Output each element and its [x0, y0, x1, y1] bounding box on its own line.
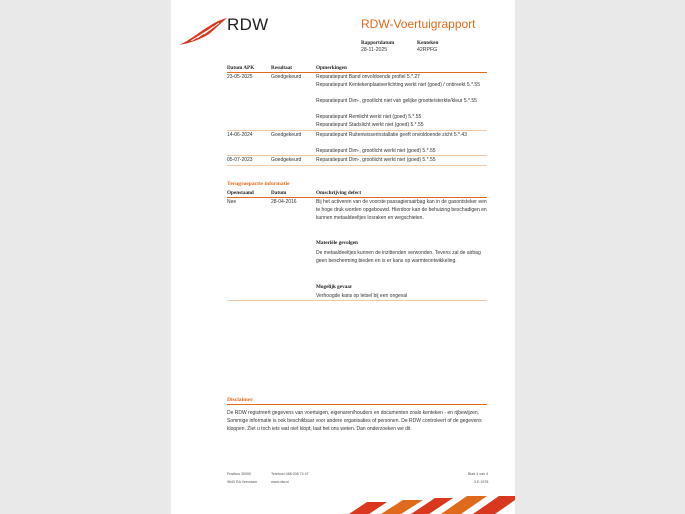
footer-code: 3.E.1978 [474, 480, 489, 484]
rapportdatum-value: 28-11-2025 [361, 47, 388, 53]
apk-row-1-note-2: Reparatiepunt Kentekenplaatverlichting werkt niet (goed) / onbreekt 5.*.55 [316, 82, 480, 88]
apk-row-2-date: 14-06-2024 [227, 132, 253, 138]
apk-row-1-note-5: Reparatiepunt Stadslicht werkt niet (goed) 5.*.55 [316, 122, 424, 128]
apk-row-1-note-4: Reparatiepunt Remlicht werkt niet (goed) 5.*.55 [316, 114, 422, 120]
rapportdatum-label: Rapportdatum [361, 40, 395, 46]
apk-col-result: Resultaat [271, 65, 293, 71]
apk-row-divider [227, 165, 487, 166]
report-page [171, 0, 515, 514]
recall-openstaand: Nee [227, 199, 237, 205]
apk-col-date: Datum APK [227, 65, 255, 71]
recall-defect: Bij het activeren van de voorste passagiersairbag kan in de gasontsteker een te hoge druk worden opgebouwd. Hierdoor kan de behuizing beschadigen en kunnen metaaldeeltjes losraken en wegschieten. [316, 199, 487, 221]
recall-col-defect: Omschrijving defect [316, 190, 362, 196]
recall-col-open: Openstaand [227, 190, 254, 196]
apk-row-2-note-2: Reparatiepunt Dim-, grootlicht werkt niet (goed) 5.*.55 [316, 148, 436, 154]
apk-row-2-result: Goedgekeurd [271, 132, 302, 138]
recall-gevaar-title: Mogelijk gevaar [316, 284, 353, 290]
kenteken-value: 42RPFG [417, 47, 438, 53]
recall-gevolgen-title: Materiële gevolgen [316, 240, 358, 246]
footer-postbus: Postbus 30000 [227, 472, 251, 476]
apk-row-1-date: 23-05-2025 [227, 74, 253, 80]
kenteken-label: Kenteken [417, 40, 439, 46]
apk-row-3-note-1: Reparatiepunt Dim-, grootlicht werkt niet (goed) 5.*.55 [316, 157, 436, 163]
recall-row-divider [227, 300, 487, 301]
logo-text: RDW [227, 15, 269, 34]
recall-gevaar: Verhoogde kans op letsel bij een ongeval [316, 293, 408, 299]
recall-date: 28-04-2016 [271, 199, 297, 205]
footer-page: Blad 4 van 4 [468, 472, 488, 476]
recall-gevolgen: De metaaldeeltjes kunnen de inzittenden verwonden. Tevens zal de airbag geen bescherming bieden en is er kans op warmteontwikkeling. [316, 250, 481, 264]
apk-col-notes: Opmerkingen [316, 65, 347, 71]
footer-web[interactable]: www.rdw.nl [271, 480, 289, 484]
footer-address: 9640 RA Veendam [227, 480, 257, 484]
rdw-logo-icon [177, 17, 229, 47]
disclaimer-text: De RDW registreert gegevens van voertuigen, eigenaren/houders en documenten zoals kenteken - en rijbewijzen. Sommige informatie is ook beschikbaar voor andere organisaties of personen. De RDW controleert of de gegevens kloppen. Ziet u toch iets wat niet klopt, laat het ons weten. Dan onderzoeken we dit. [227, 410, 482, 432]
decorative-stripes-icon [349, 496, 515, 514]
footer-phone: Telefoon 088 008 74 47 [271, 472, 309, 476]
apk-row-3-date: 05-07-2023 [227, 157, 253, 163]
disclaimer-title: Disclaimer [227, 397, 253, 403]
apk-row-3-result: Goedgekeurd [271, 157, 302, 163]
apk-row-1-note-3: Reparatiepunt Dim-, grootlicht niet van gelijke grootte/sterkte/kleur 5.*.55 [316, 98, 477, 104]
recall-col-date: Datum [271, 190, 287, 196]
report-title: RDW-Voertuigrapport [361, 17, 476, 31]
apk-row-2-note-1: Reparatiepunt Ruitenwisserinstallatie geeft onvoldoende zicht 5.*.43 [316, 132, 467, 138]
apk-row-1-note-1: Reparatiepunt Band onvoldoende profiel 5.*.27 [316, 74, 420, 80]
recall-title: Terugroepactie informatie [227, 181, 290, 187]
apk-row-1-result: Goedgekeurd [271, 74, 302, 80]
disclaimer-line [227, 404, 487, 405]
